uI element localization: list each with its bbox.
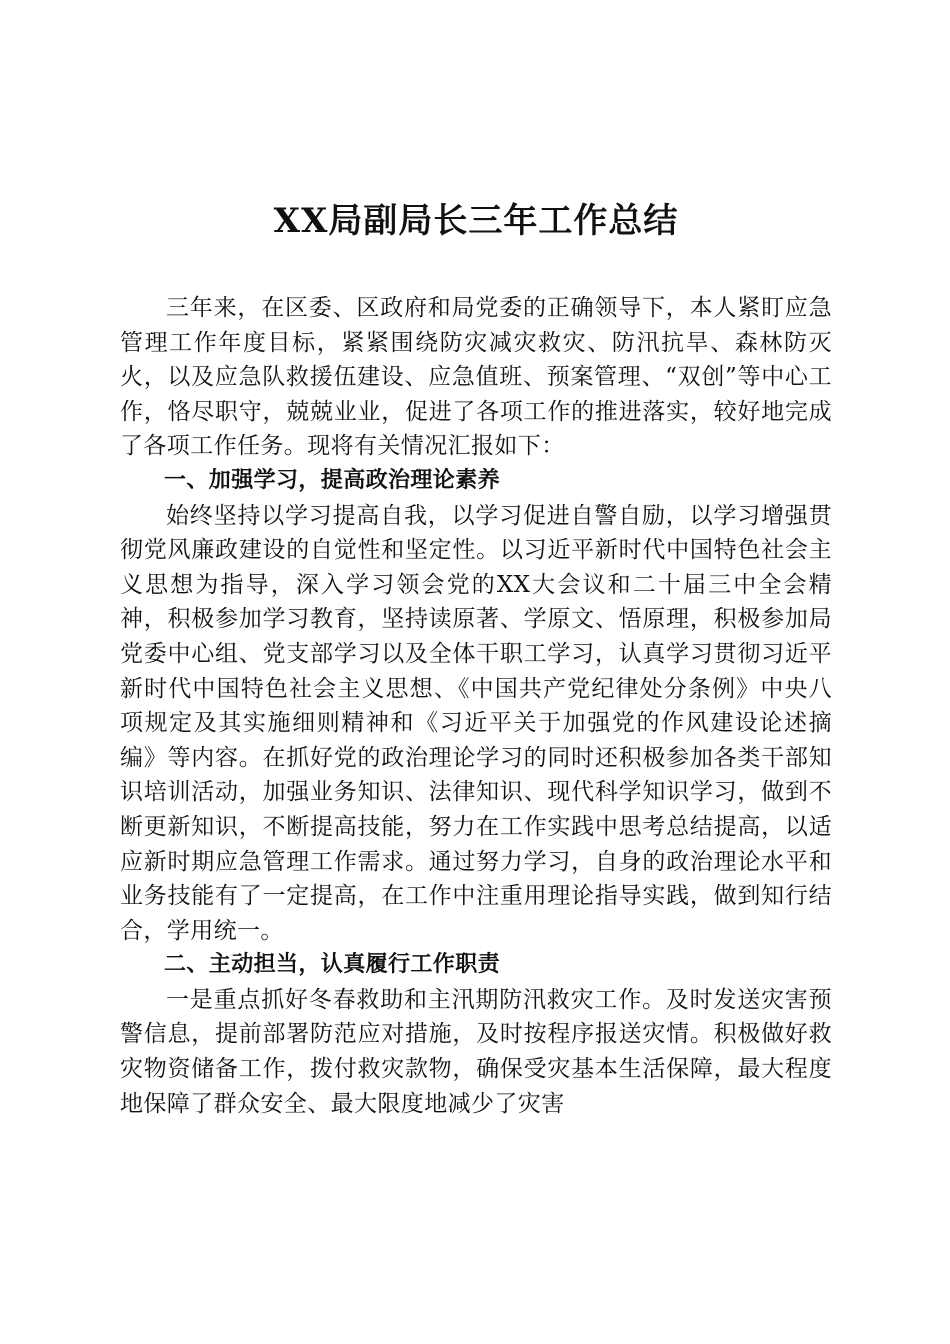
document-page <box>120 0 832 1344</box>
intro-paragraph: 三年来，在区委、区政府和局党委的正确领导下，本人紧盯应急管理工作年度目标，紧紧围绕防灾减灾救灾、防汛抗旱、森林防灭火，以及应急队救援伍建设、应急值班、预案管理、“双创”等中心工作，恪尽职守，兢兢业业，促进了各项工作的推进落实，较好地完成了各项工作任务。现将有关情况汇报如下： <box>120 295 832 460</box>
section-1-paragraph: 始终坚持以学习提高自我，以学习促进自警自励，以学习增强贯彻党风廉政建设的自觉性和坚定性。以习近平新时代中国特色社会主义思想为指导，深入学习领会党的XX大会议和二十届三中全会精神，积极参加学习教育，坚持读原著、学原文、悟原理，积极参加局党委中心组、党支部学习以及全体干职工学习，认真学习贯彻习近平新时代中国特色社会主义思想、《中国共产党纪律处分条例》中央八项规定及其实施细则精神和《习近平关于加强党的作风建设论述摘编》等内容。在抓好党的政治理论学习的同时还积极参加各类干部知识培训活动，加强业务知识、法律知识、现代科学知识学习，做到不断更新知识，不断提高技能，努力在工作实践中思考总结提高，以适应新时期应急管理工作需求。通过努力学习，自身的政治理论水平和业务技能有了一定提高，在工作中注重用理论指导实践，做到知行结合，学用统一。 <box>120 502 832 944</box>
section-2-paragraph: 一是重点抓好冬春救助和主汛期防汛救灾工作。及时发送灾害预警信息，提前部署防范应对措施，及时按程序报送灾情。积极做好救灾物资储备工作，拨付救灾款物，确保受灾基本生活保障，最大程度地保障了群众安全、最大限度地减少了灾害 <box>120 986 832 1117</box>
document-body <box>120 291 832 1121</box>
section-heading-2: 二、主动担当，认真履行工作职责 <box>164 952 501 978</box>
document-title: XX局副局长三年工作总结 <box>273 201 679 241</box>
section-heading-1: 一、加强学习，提高政治理论素养 <box>164 467 501 493</box>
